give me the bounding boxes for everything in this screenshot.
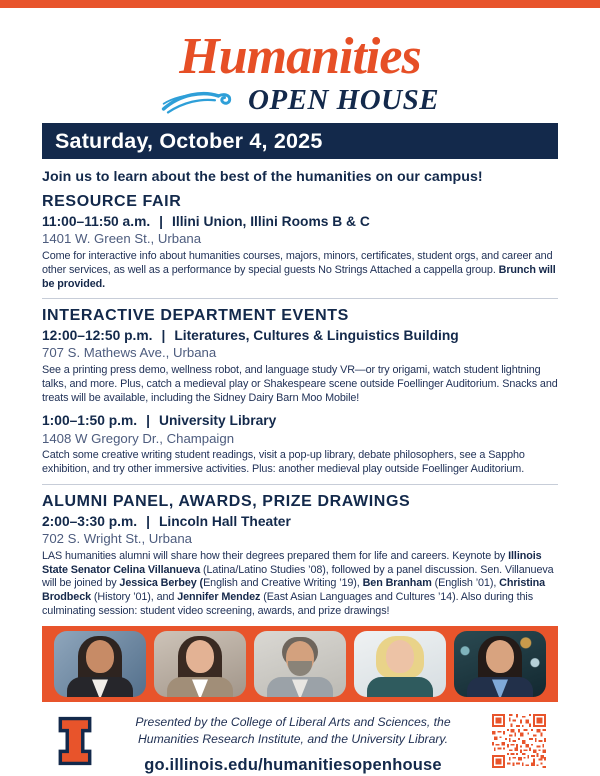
- separator: |: [146, 513, 150, 529]
- event-description: Come for interactive info about humanities courses, majors, minors, certificates, student orgs, and career and other services, as well as a performance by special guests No Strings Attached a cappella group. Brunch will be provided.: [42, 250, 556, 290]
- torso-shape: [367, 677, 433, 697]
- event-location: Lincoln Hall Theater: [158, 513, 291, 529]
- event: [42, 213, 558, 291]
- footer-center: [94, 712, 492, 775]
- section-heading: ALUMNI PANEL, AWARDS, PRIZE DRAWINGS: [42, 492, 411, 510]
- event-description: LAS humanities alumni will share how their degrees prepared them for life and careers. Keynote by Illinois State Senator Celina Villanueva (Latina/Latino Studies ’08), followed by a panel discussion. Sen. Villanueva will be joined by Jessica Berbey (English and Creative Writing ’19), Ben Branham (English ’01), Christina Brodbeck (History ’01), and Jennifer Mendez (East Asian Languages and Cultures ’14). Also during this culminating session: student video screening, awards, and prize drawings!: [42, 549, 554, 617]
- alumni-portrait: [254, 631, 346, 697]
- section-divider: [42, 484, 558, 485]
- event: [42, 412, 558, 476]
- separator: |: [161, 328, 166, 344]
- event-address: 1408 W Gregory Dr., Champaign: [42, 430, 235, 446]
- top-accent-bar: [0, 0, 600, 8]
- event-meta: [42, 213, 558, 230]
- separator: |: [146, 413, 150, 429]
- flyer-body: [42, 169, 558, 702]
- face-shape: [86, 640, 114, 673]
- illinois-block-i-logo: [56, 714, 94, 768]
- face-shape: [186, 640, 214, 673]
- alumni-portrait: [454, 631, 546, 697]
- event-description: See a printing press demo, wellness robot, and language study VR—or try origami, watch student lightning talks, and more. Plus, catch a medieval play or Shakespeare scene outside Foellinger Auditorium. Snacks and treats will be available, including the Sidney Dairy Barn Moo Mobile!: [42, 364, 558, 404]
- qr-code: [492, 714, 546, 768]
- event-meta: [42, 513, 558, 530]
- face-shape: [386, 640, 414, 673]
- event-address: 1401 W. Green St., Urbana: [42, 231, 202, 247]
- face-shape: [486, 640, 514, 673]
- logo-subtitle: OPEN HOUSE: [247, 83, 440, 116]
- event-time: 11:00–11:50 a.m.: [42, 214, 151, 230]
- flyer-footer: [42, 712, 558, 775]
- event-location: Illini Union, Illini Rooms B & C: [172, 214, 370, 230]
- event-meta: [42, 412, 558, 429]
- logo: [0, 30, 600, 116]
- section-alumni-panel: [42, 493, 558, 619]
- section-heading: INTERACTIVE DEPARTMENT EVENTS: [42, 307, 349, 325]
- date-text: Saturday, October 4, 2025: [55, 128, 323, 153]
- section-resource-fair: [42, 193, 558, 291]
- intro-line: Join us to learn about the best of the humanities on our campus!: [42, 169, 483, 186]
- section-heading: RESOURCE FAIR: [42, 193, 182, 211]
- date-banner: [42, 123, 558, 159]
- wave-flourish-icon: [161, 87, 241, 117]
- event: [42, 513, 558, 619]
- section-interactive-events: [42, 307, 558, 477]
- event: [42, 327, 558, 405]
- event-address: 707 S. Mathews Ave., Urbana: [42, 345, 217, 361]
- event-meta: [42, 327, 558, 344]
- alumni-portrait: [154, 631, 246, 697]
- event-location: University Library: [158, 413, 277, 429]
- alumni-portrait: [354, 631, 446, 697]
- presented-line-1: Presented by the College of Liberal Arts and Sciences, the: [135, 715, 451, 730]
- event-description: Catch some creative writing student readings, visit a pop-up library, debate philosophers, see a Sappho exhibition, and try other immersive activities. Plus: another medieval play outside Foellinger Auditorium.: [42, 449, 525, 476]
- event-location: Literatures, Cultures & Linguistics Building: [174, 328, 459, 344]
- beard-shape: [288, 661, 312, 676]
- event-time: 12:00–12:50 p.m.: [42, 328, 153, 344]
- event-time: 2:00–3:30 p.m.: [42, 513, 138, 529]
- section-divider: [42, 298, 558, 299]
- open-house-url[interactable]: go.illinois.edu/humanitiesopenhouse: [144, 756, 442, 775]
- event-time: 1:00–1:50 p.m.: [42, 413, 138, 429]
- presented-line-2: Humanities Research Institute, and the University Library.: [137, 732, 448, 747]
- alumni-portrait: [54, 631, 146, 697]
- alumni-photo-band: [42, 626, 558, 702]
- logo-subtitle-row: [0, 84, 600, 116]
- separator: |: [159, 214, 164, 230]
- presented-by-text: [100, 714, 486, 748]
- logo-title: Humanities: [179, 28, 421, 85]
- event-address: 702 S. Wright St., Urbana: [42, 531, 193, 547]
